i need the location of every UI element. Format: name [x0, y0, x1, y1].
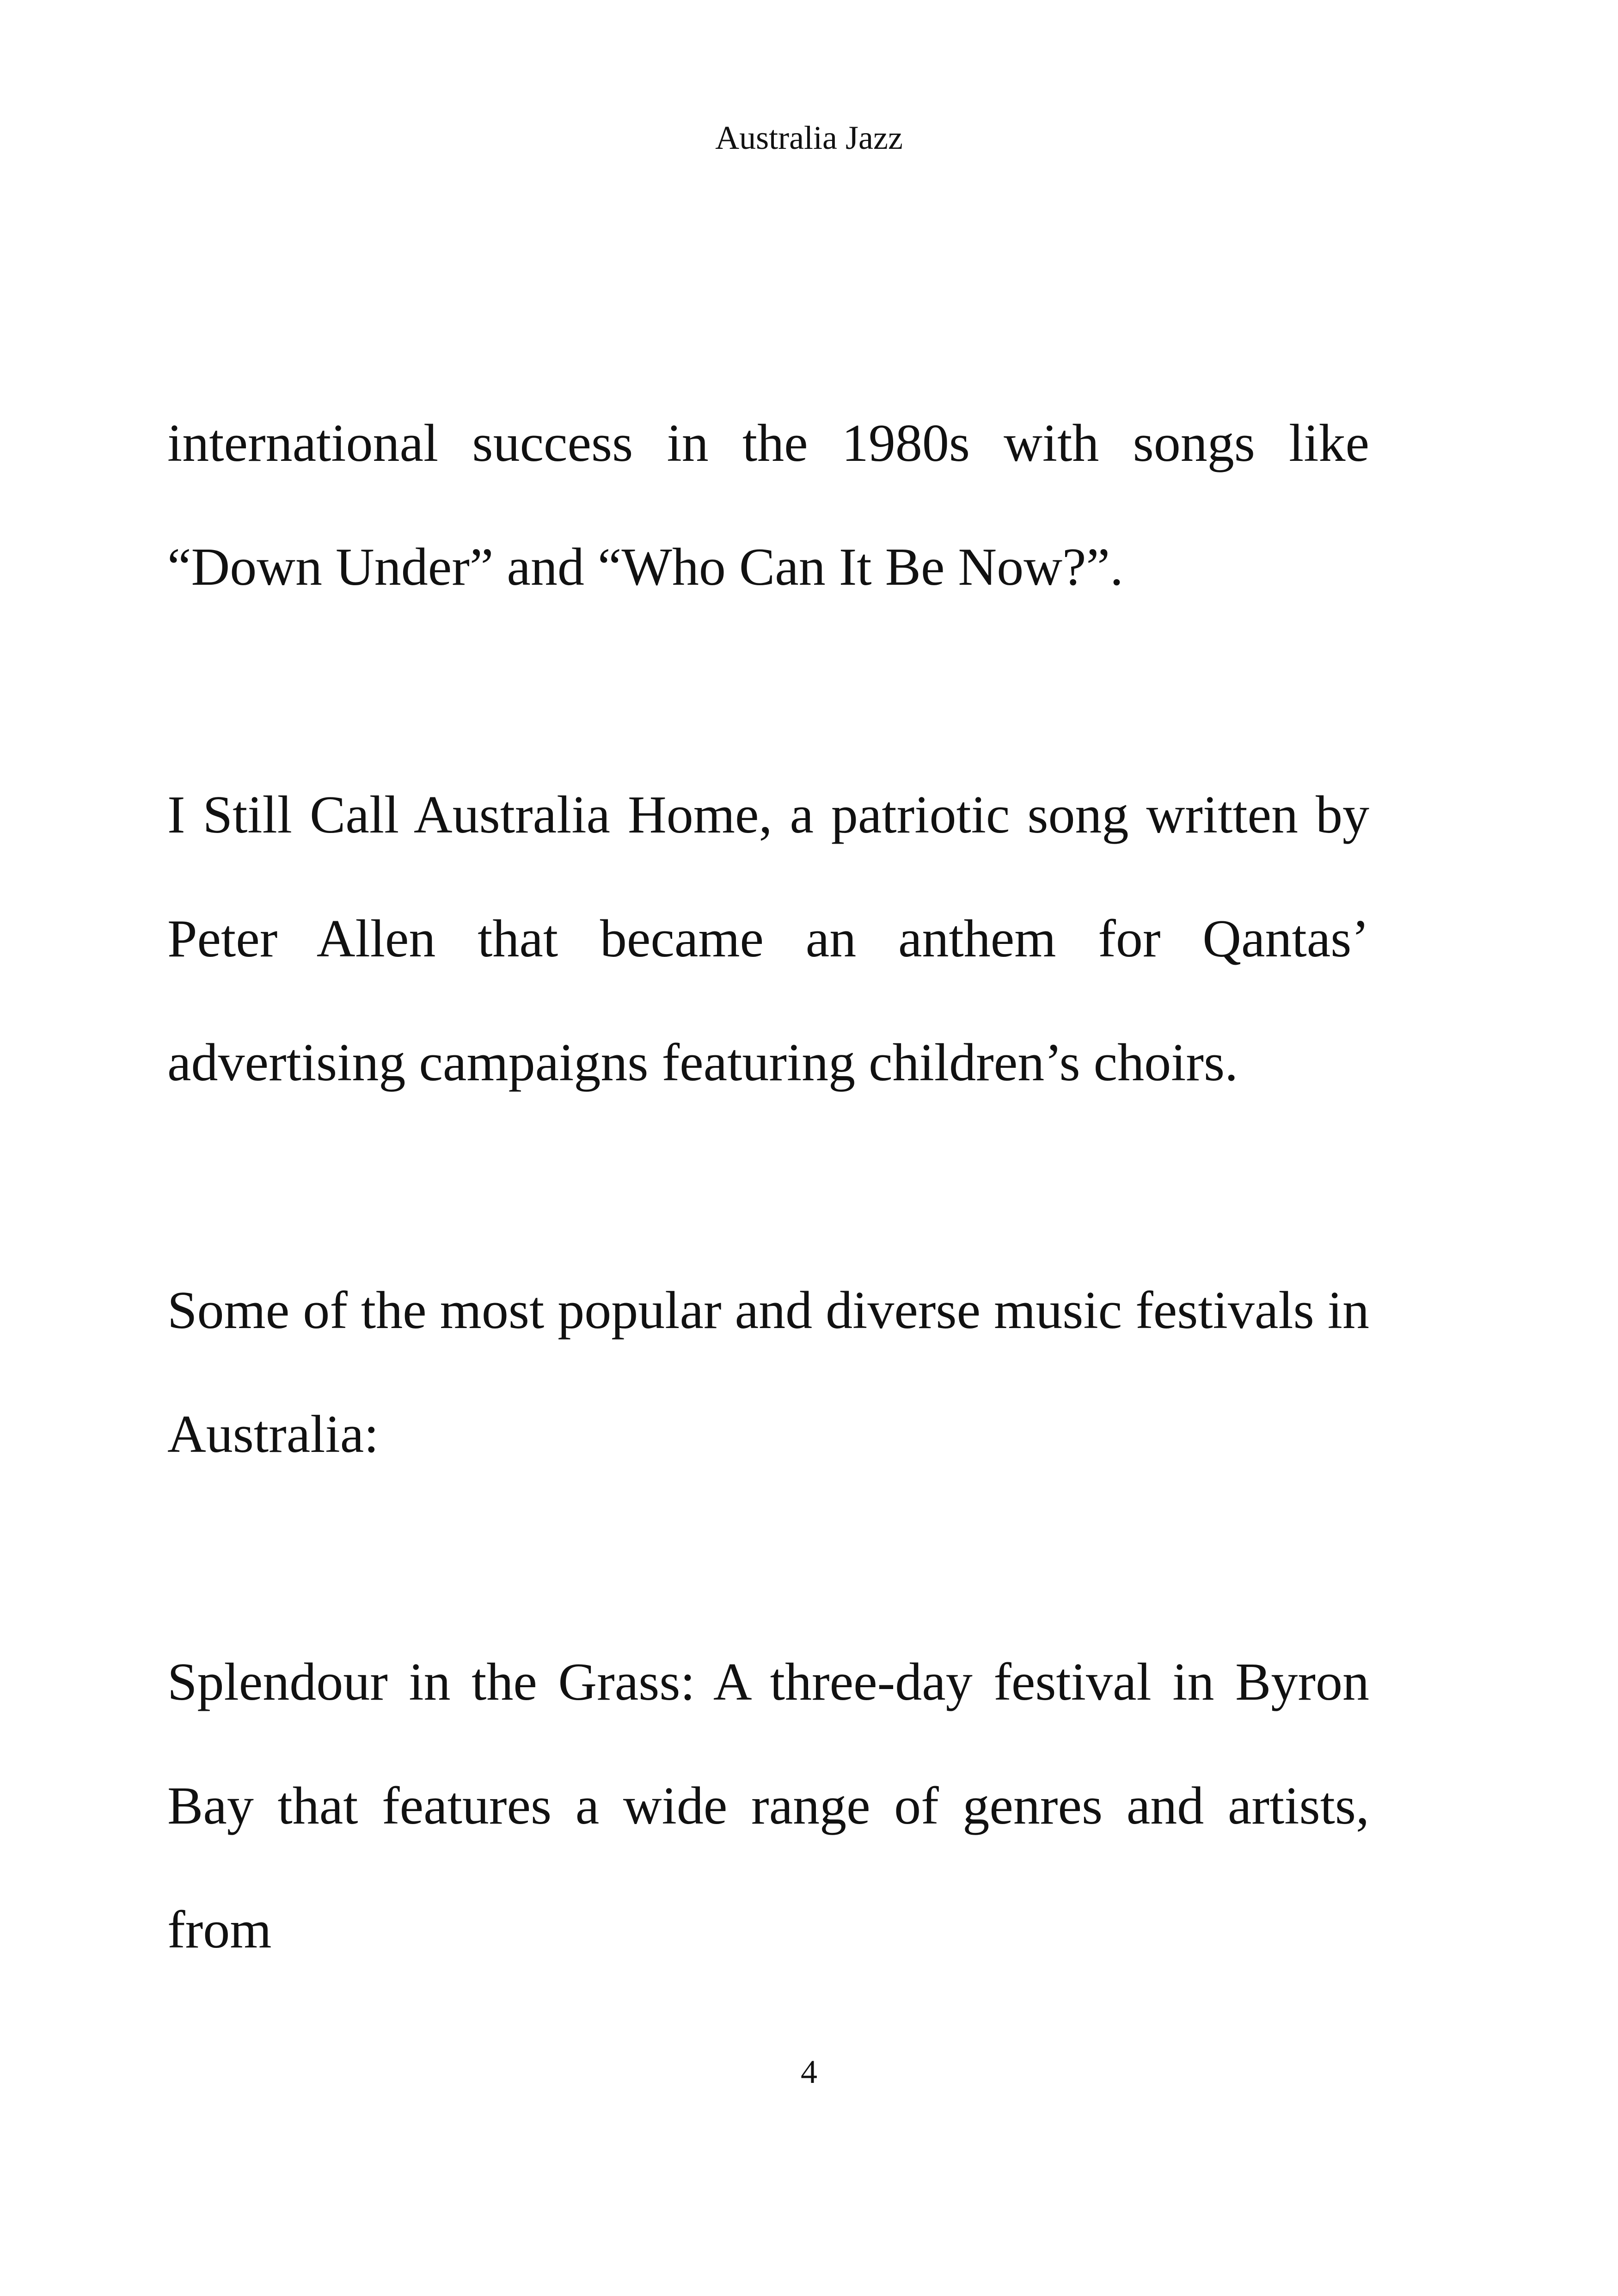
paragraph-peter-allen: I Still Call Australia Home, a patriotic song written by Peter Allen that became an anthem for Qantas’ advertising campaigns featuring children’s choirs. [167, 785, 1369, 1092]
page-body [167, 381, 1369, 2116]
running-header: Australia Jazz [715, 119, 903, 156]
paragraph-festivals-intro: Some of the most popular and diverse music festivals in Australia: [167, 1281, 1369, 1464]
paragraph-splendour: Splendour in the Grass: A three-day festival in Byron Bay that features a wide range of genres and artists, from [167, 1653, 1369, 1959]
paragraph-men-at-work: international success in the 1980s with songs like “Down Under” and “Who Can It Be Now?”. [167, 414, 1369, 597]
page-number: 4 [801, 2053, 817, 2090]
